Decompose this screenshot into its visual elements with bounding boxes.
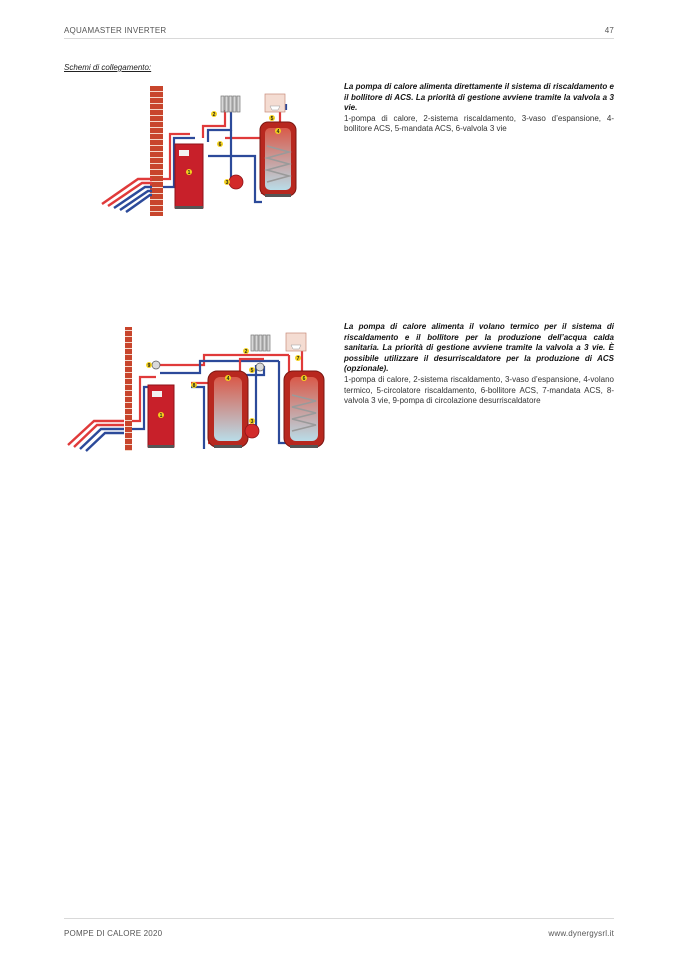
schema-1-description <box>344 82 614 135</box>
page-number: 47 <box>604 26 614 35</box>
diagram-schema-1 <box>100 86 305 218</box>
sink <box>286 333 306 351</box>
schema-2-bold-text: La pompa di calore alimenta il volano termico per il sistema di riscaldamento e il bollitore per la produzione dell’acqua calda sanitaria. La priorità di gestione avviene tramite la valvola a 3 vie. È possibile utilizzare il desurriscaldatore per la produzione di ACS (opzionale). <box>344 322 614 374</box>
marker-5-label: 5 <box>250 368 254 374</box>
brick-wall <box>150 86 163 216</box>
marker-2-label: 2 <box>244 349 248 355</box>
expansion-vessel <box>245 424 259 438</box>
marker-3-label: 3 <box>225 180 229 186</box>
page-header <box>64 26 614 35</box>
brick-wall <box>125 327 132 451</box>
marker-4-label: 4 <box>226 376 230 382</box>
section-title: Schemi di collegamento: <box>64 63 152 72</box>
page-footer <box>64 929 614 938</box>
marker-9-label: 9 <box>147 363 151 369</box>
header-divider <box>64 38 614 39</box>
schema-1-bold-text: La pompa di calore alimenta direttamente il sistema di riscaldamento e il bollitore di ACS. La priorità di gestione avviene tramite la valvola a 3 vie. <box>344 82 614 113</box>
diagram-schema-2 <box>64 325 326 455</box>
marker-6-label: 6 <box>302 376 306 382</box>
marker-8-label: 8 <box>192 383 196 389</box>
marker-3-label: 3 <box>250 419 254 425</box>
circulator-pump <box>256 363 264 371</box>
footer-website-link[interactable]: www.dynergysrl.it <box>548 929 614 938</box>
marker-6-label: 6 <box>218 142 222 148</box>
header-title: AQUAMASTER INVERTER <box>64 26 167 35</box>
heat-pump-unit <box>175 144 203 209</box>
marker-4-label: 4 <box>276 129 280 135</box>
schema-1-legend: 1-pompa di calore, 2-sistema riscaldamento, 3-vaso d’espansione, 4-bollitore ACS, 5-mandata ACS, 6-valvola 3 vie <box>344 113 614 134</box>
sink <box>265 94 285 112</box>
marker-5-label: 5 <box>270 116 274 122</box>
footer-left: POMPE DI CALORE 2020 <box>64 929 163 938</box>
schema-2-description <box>344 322 614 407</box>
radiator <box>221 96 240 112</box>
floor-heating-coils <box>68 421 124 451</box>
marker-1-label: 1 <box>187 170 191 176</box>
floor-heating-coils <box>102 179 152 212</box>
dhw-tank <box>284 371 324 448</box>
expansion-vessel <box>229 175 243 189</box>
thermal-buffer-tank <box>208 371 248 448</box>
marker-2-label: 2 <box>212 112 216 118</box>
desuperheater-pump <box>152 361 160 369</box>
marker-7-label: 7 <box>296 356 300 362</box>
marker-1-label: 1 <box>159 413 163 419</box>
schema-2-legend: 1-pompa di calore, 2-sistema riscaldamento, 3-vaso d’espansione, 4-volano termico, 5-circolatore riscaldamento, 6-bollitore ACS, 7-mandata ACS, 8-valvola 3 vie, 9-pompa di circolazione desurriscaldatore <box>344 374 614 406</box>
radiator <box>251 335 270 351</box>
footer-divider <box>64 918 614 919</box>
